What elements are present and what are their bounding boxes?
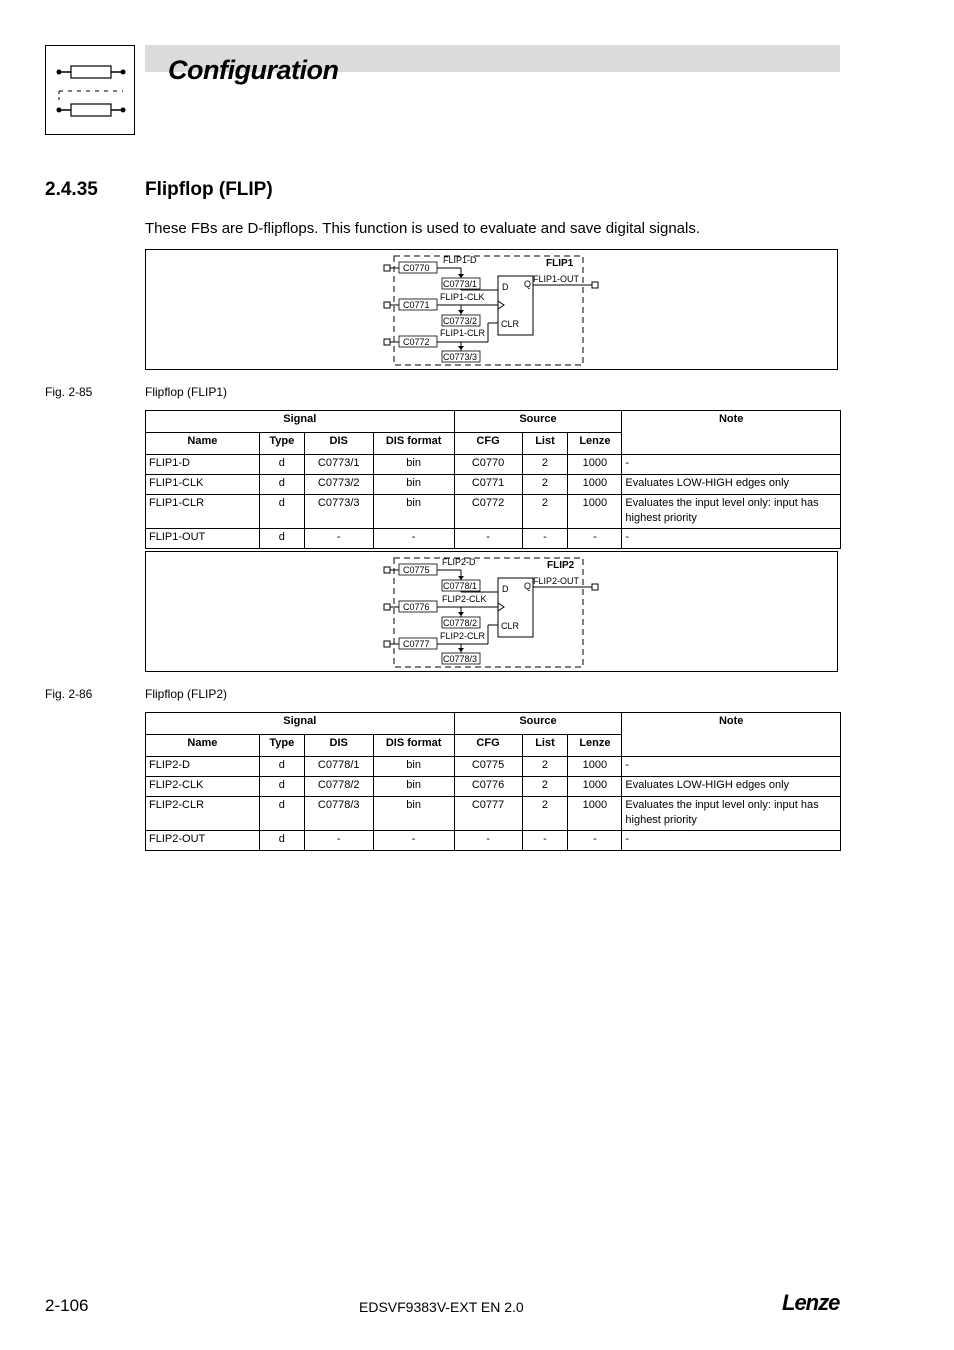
flip2-signal-d: FLIP2-D	[442, 557, 476, 567]
header-type: Type	[259, 735, 304, 757]
flip1-output-label: FLIP1-OUT	[533, 274, 580, 284]
header-note: Note	[622, 411, 841, 455]
flip2-output-terminal	[592, 584, 598, 590]
flip1-code-clr: C0772	[403, 337, 430, 347]
chapter-icon	[45, 45, 135, 135]
section-number: 2.4.35	[45, 179, 98, 200]
header-note: Note	[622, 713, 841, 757]
flip2-dis-d: C0778/1	[443, 581, 478, 591]
flip2-block-label: FLIP2	[547, 560, 575, 571]
flip1-signal-clk: FLIP1-CLK	[440, 292, 485, 302]
signal-table-flip2	[145, 712, 841, 851]
flip1-dis-clk: C0773/2	[443, 316, 478, 326]
header-lenze: Lenze	[568, 735, 622, 757]
table-row: FLIP2-D d C0778/1 bin C0775 2 1000 -	[146, 757, 841, 777]
header-source: Source	[454, 411, 622, 433]
flip1-output-terminal	[592, 282, 598, 288]
table-row: FLIP1-OUT d - - - - - -	[146, 529, 841, 549]
table-row: FLIP2-CLR d C0778/3 bin C0777 2 1000 Evaluates the input level only: input has highest priority	[146, 797, 841, 831]
table-row: FLIP2-OUT d - - - - - -	[146, 831, 841, 851]
figure-2-caption: Flipflop (FLIP2)	[145, 687, 228, 701]
flip1-diagram	[146, 250, 837, 369]
section-heading	[45, 178, 273, 202]
header-dis-format: DIS format	[373, 433, 454, 455]
header-source: Source	[454, 713, 622, 735]
flip1-dis-clr: C0773/3	[443, 352, 478, 362]
figure-1-caption: Flipflop (FLIP1)	[145, 385, 228, 399]
header-signal: Signal	[146, 713, 455, 735]
header-signal: Signal	[146, 411, 455, 433]
intro-paragraph: These FBs are D-flipflops. This function is used to evaluate and save digital signals.	[145, 220, 701, 237]
flip2-pin-q: Q	[524, 581, 532, 591]
table-row: FLIP2-CLK d C0778/2 bin C0776 2 1000 Evaluates LOW-HIGH edges only	[146, 777, 841, 797]
figure-flip1	[145, 249, 838, 370]
flip1-code-clk: C0771	[403, 300, 430, 310]
flip1-signal-d: FLIP1-D	[443, 255, 477, 265]
page-number: 2-106	[45, 1296, 89, 1315]
flip1-code-d: C0770	[403, 263, 430, 273]
flip1-pin-clr: CLR	[501, 319, 520, 329]
flip2-code-clr: C0777	[403, 639, 430, 649]
header-name: Name	[146, 433, 260, 455]
table-row: FLIP1-CLK d C0773/2 bin C0771 2 1000 Evaluates LOW-HIGH edges only	[146, 475, 841, 495]
flip2-diagram	[146, 552, 837, 671]
lenze-logo: Lenze	[782, 1290, 840, 1315]
flip2-dis-clk: C0778/2	[443, 618, 478, 628]
flip1-dis-d: C0773/1	[443, 279, 478, 289]
table-row: FLIP1-CLR d C0773/3 bin C0772 2 1000 Evaluates the input level only: input has highest priority	[146, 495, 841, 529]
header-type: Type	[259, 433, 304, 455]
flip2-pin-clr: CLR	[501, 621, 520, 631]
header-list: List	[522, 433, 568, 455]
flip2-pin-d: D	[502, 584, 509, 594]
flip2-code-clk: C0776	[403, 602, 430, 612]
figure-1-label: Fig. 2-85	[45, 385, 93, 399]
flip2-signal-clr: FLIP2-CLR	[440, 631, 486, 641]
flip2-signal-clk: FLIP2-CLK	[442, 594, 487, 604]
figure-2-label: Fig. 2-86	[45, 687, 93, 701]
header-list: List	[522, 735, 568, 757]
header-dis: DIS	[304, 735, 373, 757]
flip2-code-d: C0775	[403, 565, 430, 575]
flip2-output-label: FLIP2-OUT	[533, 576, 580, 586]
figure-flip2	[145, 551, 838, 672]
header-dis-format: DIS format	[373, 735, 454, 757]
header-dis: DIS	[304, 433, 373, 455]
signal-table-flip1	[145, 410, 841, 549]
header-lenze: Lenze	[568, 433, 622, 455]
flip1-pin-q: Q	[524, 279, 532, 289]
header-cfg: CFG	[454, 735, 522, 757]
header-name: Name	[146, 735, 260, 757]
table-row: FLIP1-D d C0773/1 bin C0770 2 1000 -	[146, 455, 841, 475]
header-cfg: CFG	[454, 433, 522, 455]
section-title: Flipflop (FLIP)	[145, 179, 273, 200]
flip1-pin-d: D	[502, 282, 509, 292]
flip1-signal-clr: FLIP1-CLR	[440, 328, 486, 338]
circuit-icon	[46, 46, 134, 134]
document-id: EDSVF9383V-EXT EN 2.0	[359, 1299, 524, 1315]
page-title: Configuration	[168, 55, 339, 85]
flip1-block-label: FLIP1	[546, 258, 574, 269]
flip2-dis-clr: C0778/3	[443, 654, 478, 664]
